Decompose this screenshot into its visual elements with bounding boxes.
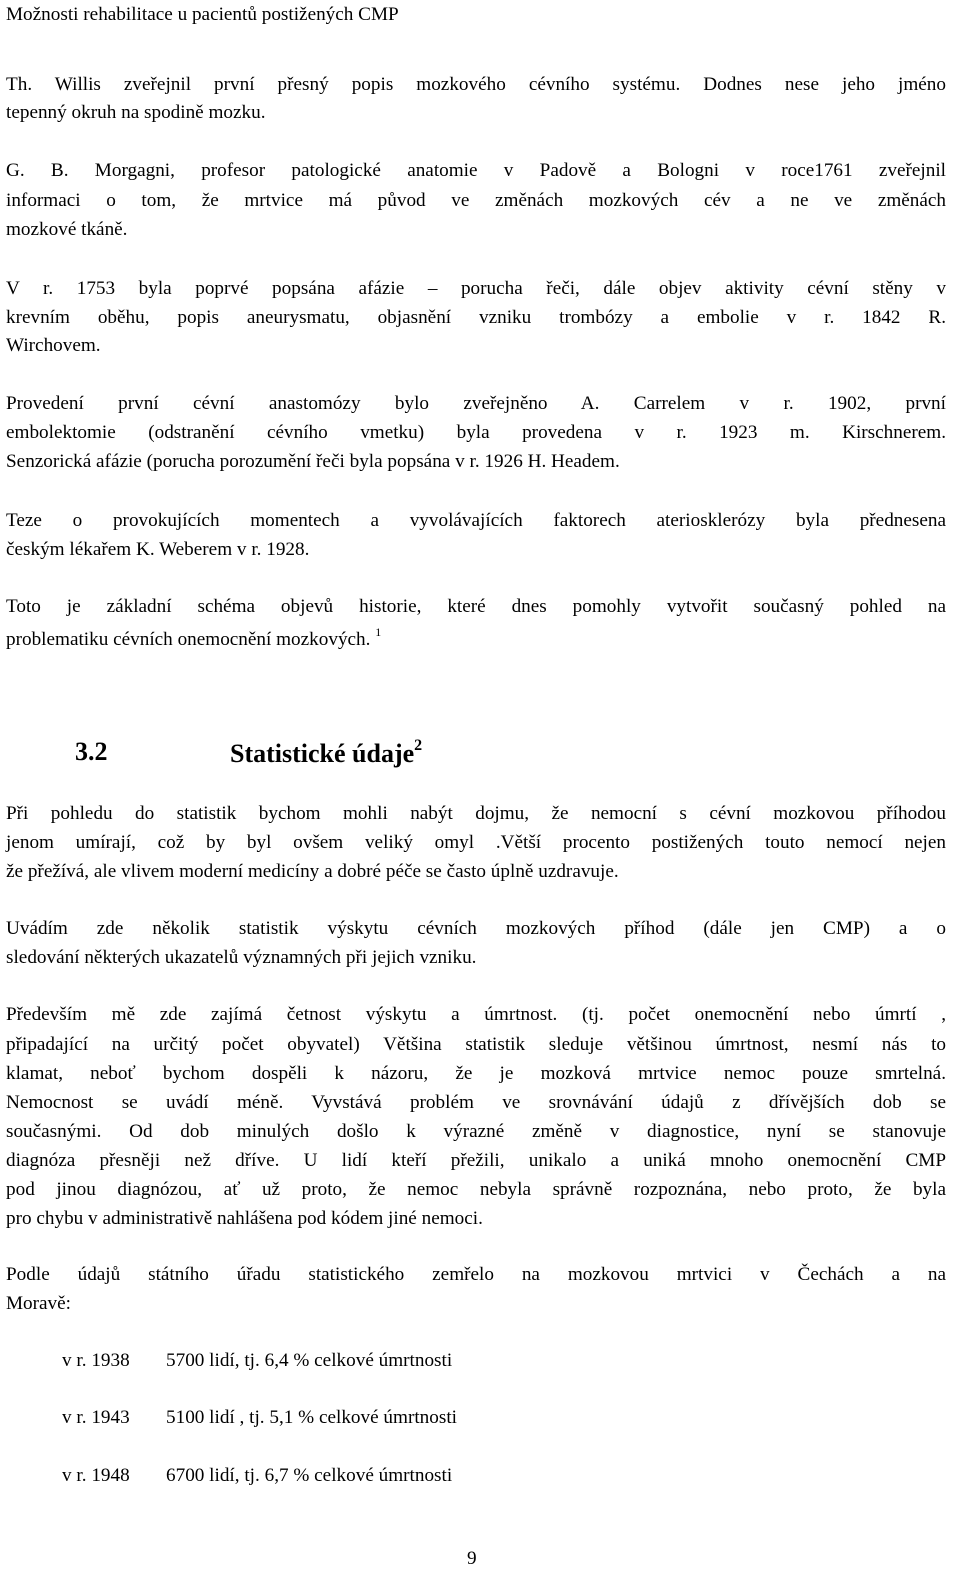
footnote-marker: 2: [414, 737, 423, 754]
paragraph-line: Provedení první cévní anastomózy bylo zveřejněno A. Carrelem v r. 1902, první: [6, 393, 946, 414]
paragraph-line: Při pohledu do statistik bychom mohli nabýt dojmu, že nemocní s cévní mozkovou příhodou: [6, 803, 946, 824]
paragraph-line: tepenný okruh na spodině mozku.: [6, 102, 266, 123]
section-title-text: Statistické údaje: [230, 739, 415, 768]
paragraph-line: Teze o provokujících momentech a vyvolávajících faktorech ateriosklerózy byla přednesena: [6, 510, 946, 531]
paragraph-line: G. B. Morgagni, profesor patologické anatomie v Padově a Bologni v roce1761 zveřejnil: [6, 160, 946, 181]
paragraph-line: současnými. Od dob minulých došlo k výrazné změně v diagnostice, nyní se stanovuje: [6, 1121, 946, 1142]
paragraph-line: českým lékařem K. Weberem v r. 1928.: [6, 539, 310, 560]
page-number: 9: [467, 1548, 477, 1569]
paragraph-line: Podle údajů státního úřadu statistického zemřelo na mozkovou mrtvici v Čechách a na: [6, 1264, 946, 1285]
paragraph-line: pod jinou diagnózou, ať už proto, že nemoc nebyla správně rozpoznána, nebo proto, že byla: [6, 1179, 946, 1200]
paragraph-line: sledování některých ukazatelů významných při jejich vzniku.: [6, 947, 477, 968]
statistic-year: v r. 1938: [62, 1350, 130, 1371]
statistic-item: [62, 1351, 452, 1370]
paragraph-line: embolektomie (odstranění cévního vmetku) byla provedena v r. 1923 m. Kirschnerem.: [6, 422, 946, 443]
paragraph-line: jenom umírají, což by byl ovšem veliký omyl .Větší procento postižených touto nemocí nejen: [6, 832, 946, 853]
section-title: [230, 737, 422, 769]
statistic-item: [62, 1466, 452, 1485]
paragraph-line: krevním oběhu, popis aneurysmatu, objasnění vzniku trombózy a embolie v r. 1842 R.: [6, 307, 946, 328]
paragraph-line: Toto je základní schéma objevů historie, které dnes pomohly vytvořit současný pohled na: [6, 596, 946, 617]
paragraph-line: Nemocnost se uvádí méně. Vyvstává problém ve srovnávání údajů z dřívějších dob se: [6, 1092, 946, 1113]
paragraph-line: informaci o tom, že mrtvice má původ ve změnách mozkových cév a ne ve změnách: [6, 190, 946, 211]
statistic-year: v r. 1948: [62, 1465, 130, 1486]
paragraph-line: V r. 1753 byla poprvé popsána afázie – porucha řeči, dále objev aktivity cévní stěny v: [6, 278, 946, 299]
section-number: 3.2: [75, 737, 108, 766]
paragraph-line: Senzorická afázie (porucha porozumění řeči byla popsána v r. 1926 H. Headem.: [6, 451, 620, 472]
paragraph-line: Moravě:: [6, 1293, 72, 1314]
statistic-value: 5700 lidí, tj. 6,4 % celkové úmrtnosti: [166, 1350, 453, 1371]
statistic-value: 5100 lidí , tj. 5,1 % celkové úmrtnosti: [166, 1407, 457, 1428]
statistic-value: 6700 lidí, tj. 6,7 % celkové úmrtnosti: [166, 1465, 453, 1486]
paragraph-line: připadající na určitý počet obyvatel) Většina statistik sleduje většinou úmrtnost, nesmí nás to: [6, 1034, 946, 1055]
paragraph-line: Především mě zde zajímá četnost výskytu a úmrtnost. (tj. počet onemocnění nebo úmrtí ,: [6, 1004, 946, 1025]
paragraph-line: mozkové tkáně.: [6, 219, 128, 240]
paragraph-line: klamat, neboť bychom dospěli k názoru, že je mozková mrtvice nemoc pouze smrtelná.: [6, 1063, 946, 1084]
statistic-item: [62, 1408, 457, 1427]
footnote-marker: 1: [375, 625, 382, 639]
paragraph-text: problematiku cévních onemocnění mozkových.: [6, 629, 376, 650]
document-title: Možnosti rehabilitace u pacientů postižených CMP: [6, 4, 399, 25]
paragraph-line: že přežívá, ale vlivem moderní medicíny a dobré péče se často úplně uzdravuje.: [6, 861, 619, 882]
statistic-year: v r. 1943: [62, 1407, 130, 1428]
paragraph-line: [6, 626, 946, 649]
paragraph-line: Uvádím zde několik statistik výskytu cévních mozkových příhod (dále jen CMP) a o: [6, 918, 946, 939]
paragraph-line: diagnóza přesněji než dříve. U lidí kteří přežili, unikalo a uniká mnoho onemocnění CMP: [6, 1150, 946, 1171]
paragraph-line: Wirchovem.: [6, 335, 101, 356]
paragraph-line: pro chybu v administrativě nahlášena pod kódem jiné nemoci.: [6, 1208, 483, 1229]
paragraph-line: Th. Willis zveřejnil první přesný popis mozkového cévního systému. Dodnes nese jeho jméno: [6, 74, 946, 95]
